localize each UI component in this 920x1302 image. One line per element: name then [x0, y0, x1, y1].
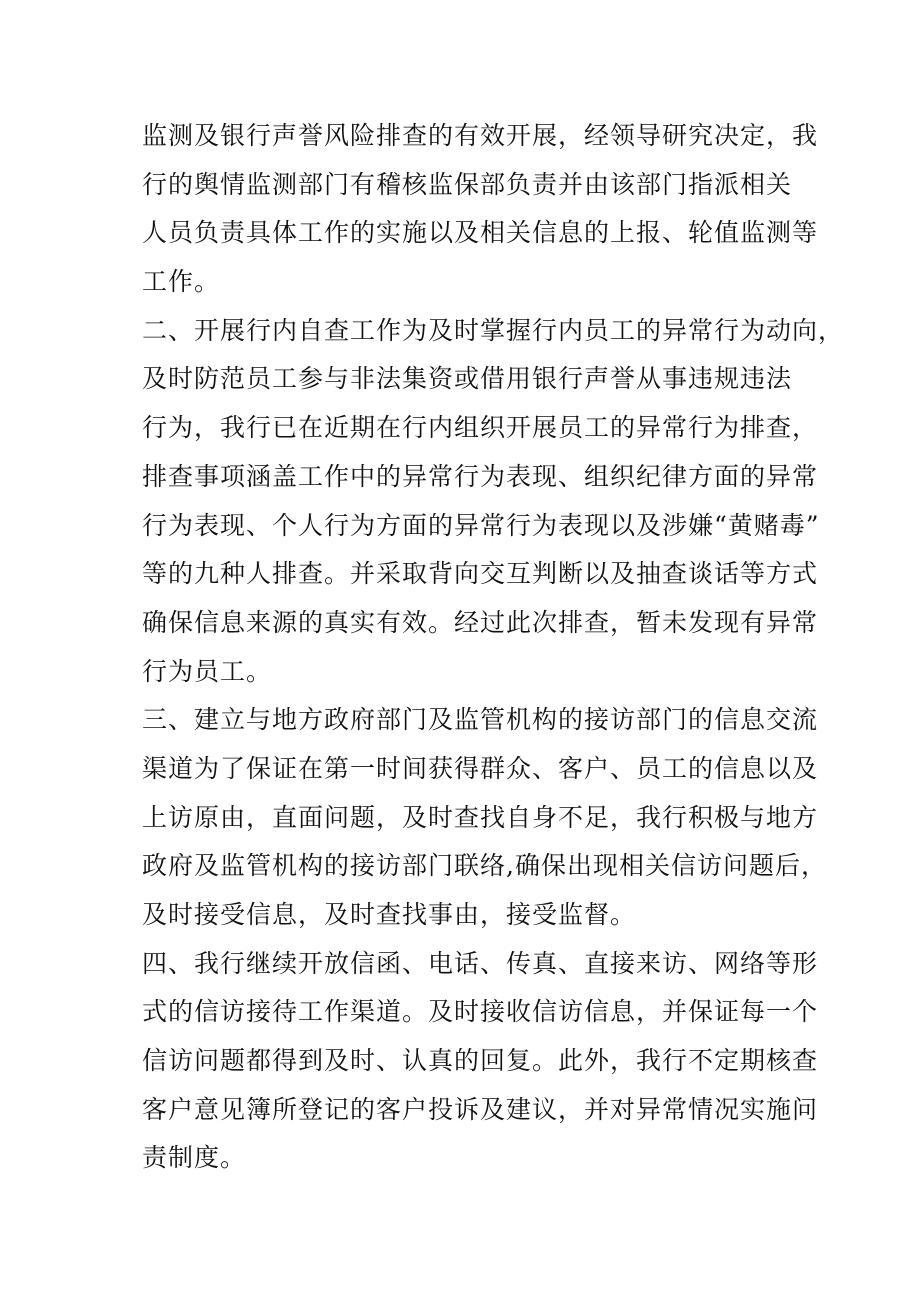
text-line: 行为表现、个人行为方面的异常行为表现以及涉嫌“黄赌毒”	[142, 510, 820, 540]
text-line: 工作。	[142, 267, 221, 297]
text-line: 二、开展行内自查工作为及时掌握行内员工的异常行为动向，	[142, 315, 845, 345]
text-line: 渠道为了保证在第一时间获得群众、客户、员工的信息以及	[142, 753, 819, 783]
text-line: 信访问题都得到及时、认真的回复。此外，我行不定期核查	[142, 1046, 819, 1076]
text-line: 确保信息来源的真实有效。经过此次排查，暂未发现有异常	[142, 607, 819, 637]
text-line: 式的信访接待工作渠道。及时接收信访信息，并保证每一个	[142, 997, 819, 1027]
text-line: 等的九种人排查。并采取背向交互判断以及抽查谈话等方式	[142, 559, 819, 589]
text-line: 上访原由，直面问题，及时查找自身不足，我行积极与地方	[142, 802, 819, 832]
text-line: 监测及银行声誉风险排查的有效开展，经领导研究决定，我	[142, 121, 819, 150]
text-line: 政府及监管机构的接访部门联络,确保出现相关信访问题后，	[142, 851, 827, 881]
text-line: 及时接受信息，及时查找事由，接受监督。	[142, 900, 637, 929]
document-body	[142, 112, 845, 1183]
text-line: 排查事项涵盖工作中的异常行为表现、组织纪律方面的异常	[142, 461, 819, 491]
paragraph-1	[142, 112, 819, 307]
paragraph-3	[142, 696, 827, 939]
paragraph-2	[142, 307, 845, 697]
text-line: 行为，我行已在近期在行内组织开展员工的异常行为排查，	[142, 413, 819, 443]
paragraph-4	[142, 940, 819, 1183]
text-line: 行的舆情监测部门有稽核监保部负责并由该部门指派相关	[142, 169, 793, 199]
text-line: 人员负责具体工作的实施以及相关信息的上报、轮值监测等	[142, 218, 819, 248]
text-line: 责制度。	[142, 1143, 247, 1173]
text-line: 行为员工。	[142, 656, 273, 686]
text-line: 三、建立与地方政府部门及监管机构的接访部门的信息交流	[142, 705, 819, 735]
text-line: 四、我行继续开放信函、电话、传真、直接来访、网络等形	[142, 948, 819, 978]
text-line: 客户意见簿所登记的客户投诉及建议，并对异常情况实施问	[142, 1094, 819, 1124]
text-line: 及时防范员工参与非法集资或借用银行声誉从事违规违法	[142, 364, 793, 394]
